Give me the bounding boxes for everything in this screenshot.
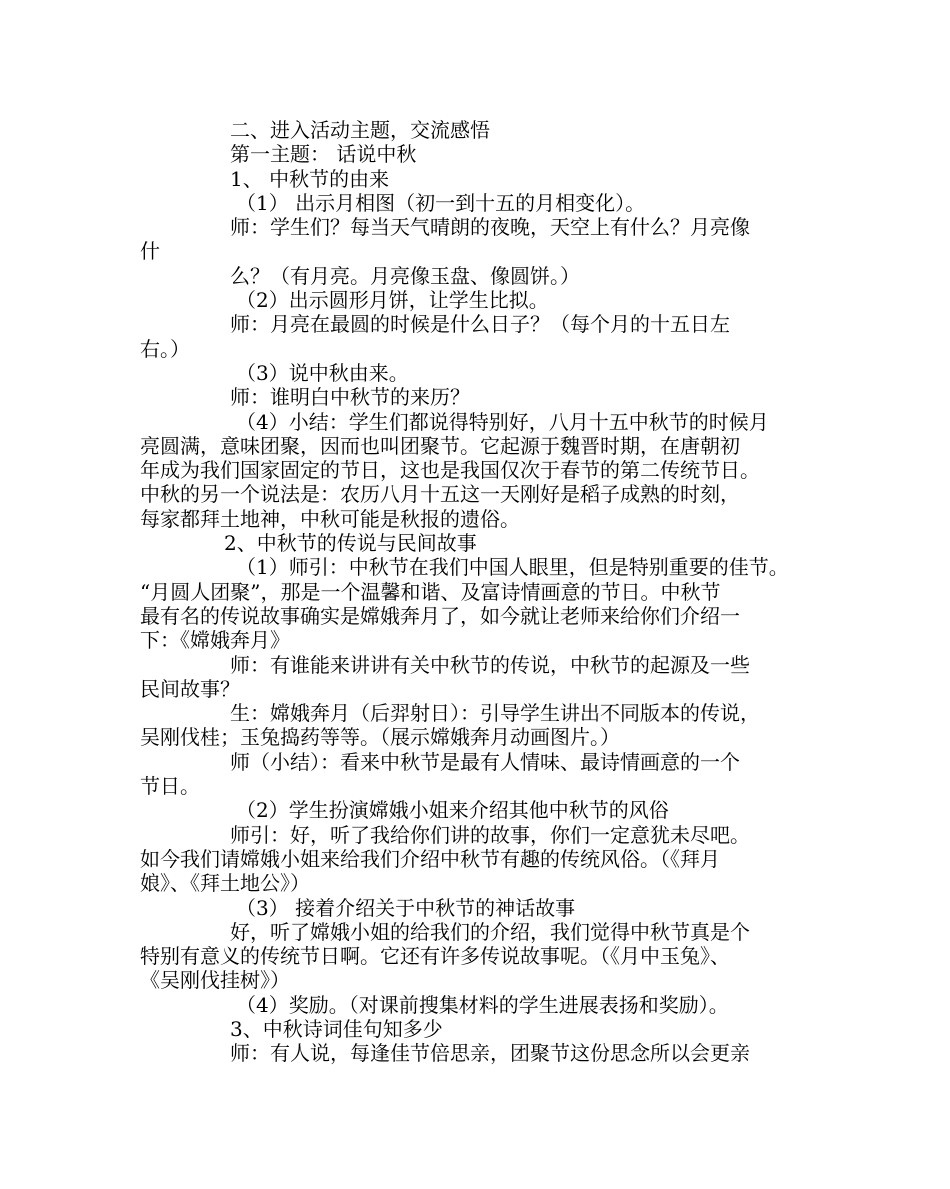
text-line: （4）奖励。（对课前搜集材料的学生进展表扬和奖励）。	[236, 992, 729, 1017]
text-line: （3）说中秋由来。	[236, 360, 409, 385]
text-line: （1） 出示月相图（初一到十五的月相变化）。	[236, 190, 646, 215]
text-line: 节日。	[140, 774, 200, 799]
text-line: 师（小结）：看来中秋节是最有人情味、最诗情画意的一个	[230, 749, 740, 774]
text-line: 《吴刚伐挂树》）	[140, 968, 290, 993]
text-line: 么？（有月亮。月亮像玉盘、像圆饼。）	[230, 263, 580, 288]
document-body	[140, 118, 820, 1066]
text-line: 师引：好，听了我给你们讲的故事，你们一定意犹未尽吧。	[230, 822, 750, 847]
text-line: （2）出示圆形月饼，让学生比拟。	[236, 288, 549, 313]
section-heading: 二、进入活动主题，交流感悟	[230, 118, 490, 142]
text-line: 年成为我们国家固定的节日，这也是我国仅次于春节的第二传统节日。	[140, 458, 760, 483]
text-line: 师：有谁能来讲讲有关中秋节的传说，中秋节的起源及一些	[230, 652, 750, 677]
subsection-heading: 2、中秋节的传说与民间故事	[224, 531, 477, 556]
text-line: 什	[140, 239, 160, 264]
text-line: 最有名的传说故事确实是嫦娥奔月了，如今就让老师来给你们介绍一	[140, 603, 740, 628]
text-line: 每家都拜土地神，中秋可能是秋报的遗俗。	[140, 506, 520, 531]
subsection-heading: 1、 中秋节的由来	[230, 166, 390, 191]
subsection-heading: 3、中秋诗词佳句知多少	[230, 1016, 443, 1041]
text-line: 师：谁明白中秋节的来历？	[230, 385, 470, 410]
text-line: 右。）	[140, 336, 190, 361]
text-line: 好，听了嫦娥小姐的给我们的介绍，我们觉得中秋节真是个	[230, 919, 750, 944]
text-line: （4）小结：学生们都说得特别好，八月十五中秋节的时候月	[236, 409, 769, 434]
text-line: 亮圆满，意味团聚，因而也叫团聚节。它起源于魏晋时期，在唐朝初	[140, 433, 740, 458]
text-line: 生：嫦娥奔月（后羿射日）：引导学生讲出不同版本的传说，	[230, 701, 760, 726]
text-line: 民间故事？	[140, 676, 240, 701]
text-line: 如今我们请嫦娥小姐来给我们介绍中秋节有趣的传统风俗。（《拜月	[140, 846, 720, 871]
text-line: 娘》、《拜土地公》）	[140, 871, 310, 896]
text-line: 师：学生们？每当天气晴朗的夜晚，天空上有什么？月亮像	[230, 215, 750, 240]
text-line: 下：《嫦娥奔月》	[140, 628, 290, 653]
text-line: （3） 接着介绍关于中秋节的神话故事	[236, 895, 576, 920]
text-line: 吴刚伐桂；玉兔捣药等等。（展示嫦娥奔月动画图片。）	[140, 725, 620, 750]
text-line: 师：有人说，每逢佳节倍思亲，团聚节这份思念所以会更亲	[230, 1041, 750, 1066]
text-line: 特别有意义的传统节日啊。它还有许多传说故事呢。（《月中玉兔》、	[140, 944, 730, 969]
text-line: 中秋的另一个说法是：农历八月十五这一天刚好是稻子成熟的时刻，	[140, 482, 740, 507]
text-line: （1）师引：中秋节在我们中国人眼里，但是特别重要的佳节。	[236, 555, 789, 580]
text-line: （2）学生扮演嫦娥小姐来介绍其他中秋节的风俗	[236, 798, 669, 823]
text-line: 师：月亮在最圆的时候是什么日子？（每个月的十五日左	[230, 312, 730, 337]
text-line: “月圆人团聚”，那是一个温馨和谐、及富诗情画意的节日。中秋节	[140, 579, 721, 604]
theme-heading: 第一主题： 话说中秋	[230, 142, 417, 167]
